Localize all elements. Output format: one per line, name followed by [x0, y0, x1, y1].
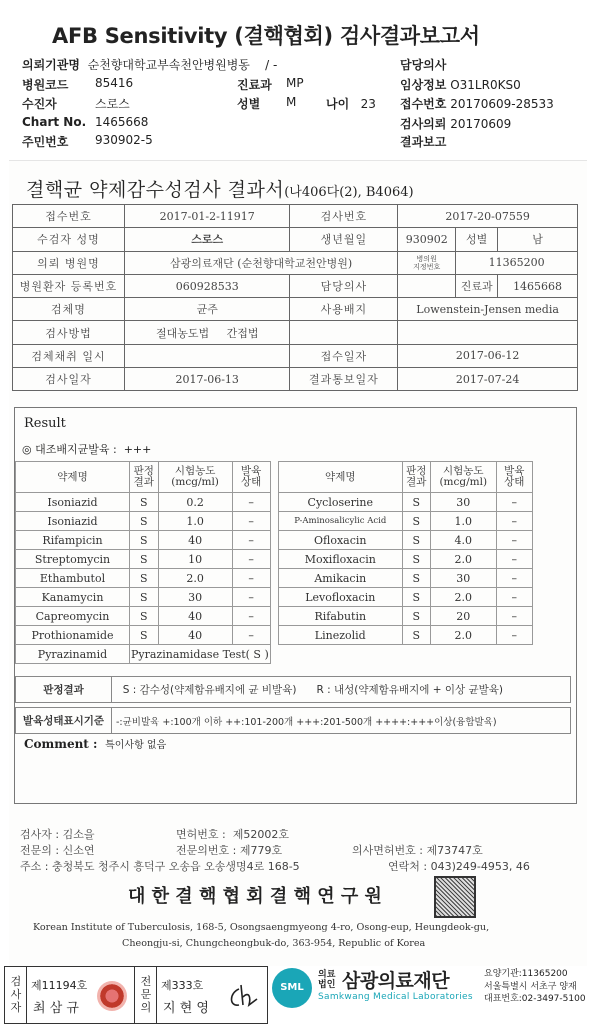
pza-value: Pyrazinamidase Test( S )	[130, 645, 271, 664]
report-title: AFB Sensitivity (결핵협회) 검사결과보고서	[52, 24, 480, 48]
col-growth-r: 발육 상태	[496, 462, 532, 493]
comment-label: Comment :	[24, 737, 98, 751]
tester-license: 제11194호	[31, 979, 88, 992]
doctor-license-line: 의사면허번호 : 제73747호	[352, 844, 483, 857]
row-gap	[270, 569, 278, 588]
sex-label-doc: 성별	[456, 228, 498, 251]
receipt-no-label: 접수번호	[13, 205, 125, 228]
drug-result: S	[402, 550, 430, 569]
id-label: 주민번호	[22, 135, 69, 149]
license-no: 제52002호	[232, 828, 289, 841]
drug-growth: –	[232, 493, 270, 512]
drug-row	[16, 493, 533, 512]
doctor-label: 담당의사	[400, 58, 447, 72]
pza-drug: Pyrazinamid	[16, 645, 130, 664]
comment	[24, 736, 166, 751]
chart-value: 1465668	[95, 115, 149, 129]
drug-result: S	[130, 531, 159, 550]
specialist-signer: 지 현 영	[163, 1001, 209, 1016]
drug-growth: –	[232, 531, 270, 550]
drug-row	[16, 550, 533, 569]
lab-contact	[484, 968, 586, 1006]
notify-value: 2017-07-24	[398, 368, 578, 391]
method-value: 절대농도법 간접법	[124, 321, 290, 344]
drug-name: Amikacin	[278, 569, 402, 588]
drug-concentration: 0.2	[158, 493, 232, 512]
tester-line: 검사자 : 김소을	[20, 828, 95, 841]
drug-result-table	[15, 461, 533, 664]
requester-value: 순천향대학교부속천안병원병동	[87, 58, 250, 72]
col-growth: 발육 상태	[232, 462, 270, 493]
drug-concentration: 2.0	[158, 569, 232, 588]
drug-result: S	[402, 569, 430, 588]
specimen-value: 균주	[124, 298, 290, 321]
medium-label: 사용배지	[290, 298, 398, 321]
lab-address: 서울특별시 서초구 양재	[484, 981, 577, 992]
receipt-label: 접수번호	[400, 97, 447, 111]
drug-name: Isoniazid	[16, 493, 130, 512]
contact-line: 연락처 : 043)249-4953, 46	[388, 860, 530, 873]
received-value: 2017-06-12	[398, 344, 578, 367]
drug-concentration: 10	[158, 550, 232, 569]
collect-label: 검체채취 일시	[13, 344, 125, 367]
specimen-label: 검체명	[13, 298, 125, 321]
method-extra-2	[398, 321, 578, 344]
drug-row	[16, 607, 533, 626]
grade-text: -:균비발육 +:100개 이하 ++:101-200개 +++:201-500개 ++++:+++이상(융합발육)	[112, 708, 571, 734]
result-report-label: 결과보고	[400, 135, 447, 149]
hospital-code-label: 병원코드	[22, 78, 69, 92]
drug-name: P-Aminosalicylic Acid	[278, 512, 402, 531]
drug-name: Isoniazid	[16, 512, 130, 531]
judgment-s: S : 감수성(약제함유배지에 균 비발육)	[122, 684, 297, 696]
clinical-label: 임상정보	[400, 78, 447, 92]
col-gap	[270, 462, 278, 493]
tester-signature-box	[26, 966, 136, 1024]
comment-value: 특이사항 없음	[105, 740, 167, 751]
contact-value: 043)249-4953, 46	[430, 860, 530, 873]
drug-row	[16, 512, 533, 531]
drug-growth: –	[496, 607, 532, 626]
dept-label: 진료과	[237, 78, 272, 92]
col-result: 판정 결과	[130, 462, 159, 493]
drug-growth: –	[496, 569, 532, 588]
drug-name: Capreomycin	[16, 607, 130, 626]
notify-label: 결과통보일자	[290, 368, 398, 391]
result-title: Result	[24, 416, 66, 431]
pza-blank	[270, 645, 532, 664]
physician-value	[398, 274, 456, 297]
drug-growth: –	[232, 607, 270, 626]
drug-growth: –	[232, 569, 270, 588]
handwritten-signature-icon	[225, 981, 261, 1011]
lab-code: 요양기관:11365200	[484, 969, 568, 979]
spec-license-line: 전문의번호 : 제779호	[176, 844, 283, 857]
row-gap	[270, 607, 278, 626]
drug-result: S	[402, 531, 430, 550]
control-growth	[22, 441, 151, 457]
drug-result: S	[402, 626, 430, 645]
drug-concentration: 40	[158, 531, 232, 550]
drug-concentration: 30	[158, 588, 232, 607]
row-gap	[270, 493, 278, 512]
drug-name: Streptomycin	[16, 550, 130, 569]
drug-name: Moxifloxacin	[278, 550, 402, 569]
address-line: 주소 : 충청북도 청주시 흥덕구 오송읍 오송생명4로 168-5	[20, 860, 300, 873]
reg-no: 060928533	[124, 274, 290, 297]
drug-result: S	[130, 607, 159, 626]
drug-growth: –	[496, 550, 532, 569]
row-gap	[270, 588, 278, 607]
dept-label-doc: 진료과	[456, 274, 498, 297]
drug-growth: –	[232, 512, 270, 531]
drug-result: S	[130, 493, 159, 512]
drug-result: S	[402, 493, 430, 512]
patient-info-table	[12, 204, 578, 391]
drug-result: S	[130, 588, 159, 607]
requester-label: 의뢰기관명	[22, 58, 80, 72]
col-result-r: 판정 결과	[402, 462, 430, 493]
tester-name: 김소을	[62, 828, 95, 841]
doctor-license-no: 제73747호	[426, 844, 483, 857]
drug-result: S	[402, 512, 430, 531]
specialist-signature-box	[156, 966, 268, 1024]
drug-name: Prothionamide	[16, 626, 130, 645]
document-title-text: 결핵균 약제감수성검사 결과서	[26, 179, 285, 201]
document-title	[26, 175, 414, 202]
sml-logo-icon: SML	[272, 968, 312, 1008]
test-date-value: 2017-06-13	[124, 368, 290, 391]
tester-signer: 최 삼 규	[33, 1001, 79, 1016]
request-value: 20170609	[450, 117, 512, 131]
drug-concentration: 40	[158, 626, 232, 645]
drug-result: S	[402, 607, 430, 626]
spec-license-no: 제779호	[239, 844, 283, 857]
drug-concentration: 30	[430, 569, 496, 588]
drug-concentration: 2.0	[430, 550, 496, 569]
drug-result: S	[130, 626, 159, 645]
dept-value: MP	[286, 76, 304, 90]
specialist-license: 제333호	[161, 979, 204, 992]
test-date-label: 검사일자	[13, 368, 125, 391]
drug-row	[16, 531, 533, 550]
patient-value: 스로스	[95, 97, 130, 111]
dept-value-doc: 1465668	[498, 274, 578, 297]
drug-growth: –	[496, 588, 532, 607]
test-no-label: 검사번호	[290, 205, 398, 228]
judgment-text	[112, 677, 571, 703]
drug-growth: –	[496, 626, 532, 645]
control-value: +++	[123, 443, 152, 456]
organization-name: 대 한 결 핵 협 회 결 핵 연 구 원	[128, 886, 382, 907]
drug-result: S	[130, 512, 159, 531]
hospital-value: 삼광의료재단 (순천향대학교천안병원)	[124, 251, 397, 274]
ward-value: / -	[265, 58, 278, 72]
lab-prefix: 의료 법인	[318, 970, 336, 990]
drug-row	[16, 569, 533, 588]
sex-label: 성별	[237, 97, 261, 111]
sex-value: M	[286, 95, 297, 109]
drug-growth: –	[232, 550, 270, 569]
judgment-label: 판정결과	[16, 677, 112, 703]
drug-row	[16, 588, 533, 607]
method-extra	[290, 321, 398, 344]
receipt-value: 20170609-28533	[450, 97, 554, 111]
row-gap	[270, 512, 278, 531]
dob-value: 930902	[398, 228, 456, 251]
signature-strip	[0, 964, 598, 1031]
hospital-code-value: 85416	[95, 76, 134, 90]
receipt-no: 2017-01-2-11917	[124, 205, 290, 228]
address-value: 충청북도 청주시 흥덕구 오송읍 오송생명4로 168-5	[51, 860, 300, 873]
name-label: 수검자 성명	[13, 228, 125, 251]
drug-name: Levofloxacin	[278, 588, 402, 607]
id-value: 930902-5	[95, 133, 153, 147]
sex-value-doc: 남	[498, 228, 578, 251]
physician-label: 담당의사	[290, 274, 398, 297]
control-label: ◎ 대조배지균발육 :	[22, 443, 117, 456]
drug-name: Rifabutin	[278, 607, 402, 626]
col-conc-r: 시험농도 (mcg/ml)	[430, 462, 496, 493]
tester-vertical-label: 검사자	[4, 966, 28, 1024]
judgment-r: R : 내성(약제함유배지에 + 이상 균발육)	[316, 684, 503, 696]
specialist-line: 전문의 : 신소연	[20, 844, 95, 857]
received-label: 접수일자	[290, 344, 398, 367]
row-gap	[270, 531, 278, 550]
drug-growth: –	[496, 512, 532, 531]
col-drug-r: 약제명	[278, 462, 402, 493]
row-gap	[270, 626, 278, 645]
drug-row	[16, 626, 533, 645]
drug-concentration: 30	[430, 493, 496, 512]
drug-concentration: 4.0	[430, 531, 496, 550]
drug-concentration: 1.0	[158, 512, 232, 531]
method-label: 검사방법	[13, 321, 125, 344]
col-drug: 약제명	[16, 462, 130, 493]
patient-label: 수진자	[22, 97, 57, 111]
drug-name: Ethambutol	[16, 569, 130, 588]
judgment-table	[15, 676, 571, 734]
drug-result: S	[130, 550, 159, 569]
drug-concentration: 20	[430, 607, 496, 626]
drug-result: S	[402, 588, 430, 607]
test-no: 2017-20-07559	[398, 205, 578, 228]
col-conc: 시험농도 (mcg/ml)	[158, 462, 232, 493]
clinical-value: O31LR0KS0	[450, 78, 521, 92]
specialist-vertical-label: 전문의	[134, 966, 158, 1024]
drug-growth: –	[232, 588, 270, 607]
dob-label: 생년월일	[290, 228, 398, 251]
drug-concentration: 2.0	[430, 626, 496, 645]
drug-growth: –	[232, 626, 270, 645]
grade-label: 발육성태표시기준	[16, 708, 112, 734]
org-english-2: Cheongju-si, Chungcheongbuk-do, 363-954, Republic of Korea	[122, 938, 426, 949]
drug-name: Cycloserine	[278, 493, 402, 512]
age-label: 나이	[326, 97, 350, 111]
drug-concentration: 2.0	[430, 588, 496, 607]
drug-concentration: 1.0	[430, 512, 496, 531]
official-seal	[434, 876, 476, 918]
drug-name: Rifampicin	[16, 531, 130, 550]
form-code: (나406다(2), B4064)	[284, 185, 414, 200]
row-gap	[270, 550, 278, 569]
designation-label: 병의원 지정번호	[398, 251, 456, 274]
drug-result: S	[130, 569, 159, 588]
drug-growth: –	[496, 493, 532, 512]
drug-name: Linezolid	[278, 626, 402, 645]
lab-phone: 대표번호:02-3497-5100	[484, 994, 586, 1004]
designation-no: 11365200	[456, 251, 578, 274]
lab-name: 삼광의료재단	[342, 970, 450, 992]
hospital-label: 의뢰 병원명	[13, 251, 125, 274]
drug-growth: –	[496, 531, 532, 550]
chart-label: Chart No.	[22, 115, 87, 129]
specialist-name: 신소연	[62, 844, 95, 857]
request-label: 검사의뢰	[400, 117, 447, 131]
medium-value: Lowenstein-Jensen media	[398, 298, 578, 321]
drug-name: Ofloxacin	[278, 531, 402, 550]
drug-name: Kanamycin	[16, 588, 130, 607]
drug-concentration: 40	[158, 607, 232, 626]
lab-english-name: Samkwang Medical Laboratories	[318, 992, 473, 1002]
collect-value	[124, 344, 290, 367]
age-value: 23	[360, 97, 376, 111]
red-seal-icon	[97, 981, 127, 1011]
org-english-1: Korean Institute of Tuberculosis, 168-5, Osongsaengmyeong 4-ro, Osong-eup, Heungdeok-gu,	[33, 922, 490, 933]
reg-label: 병원환자 등록번호	[13, 274, 125, 297]
name-value: 스로스	[124, 228, 290, 251]
license-line: 면허번호 : 제52002호	[176, 828, 289, 841]
